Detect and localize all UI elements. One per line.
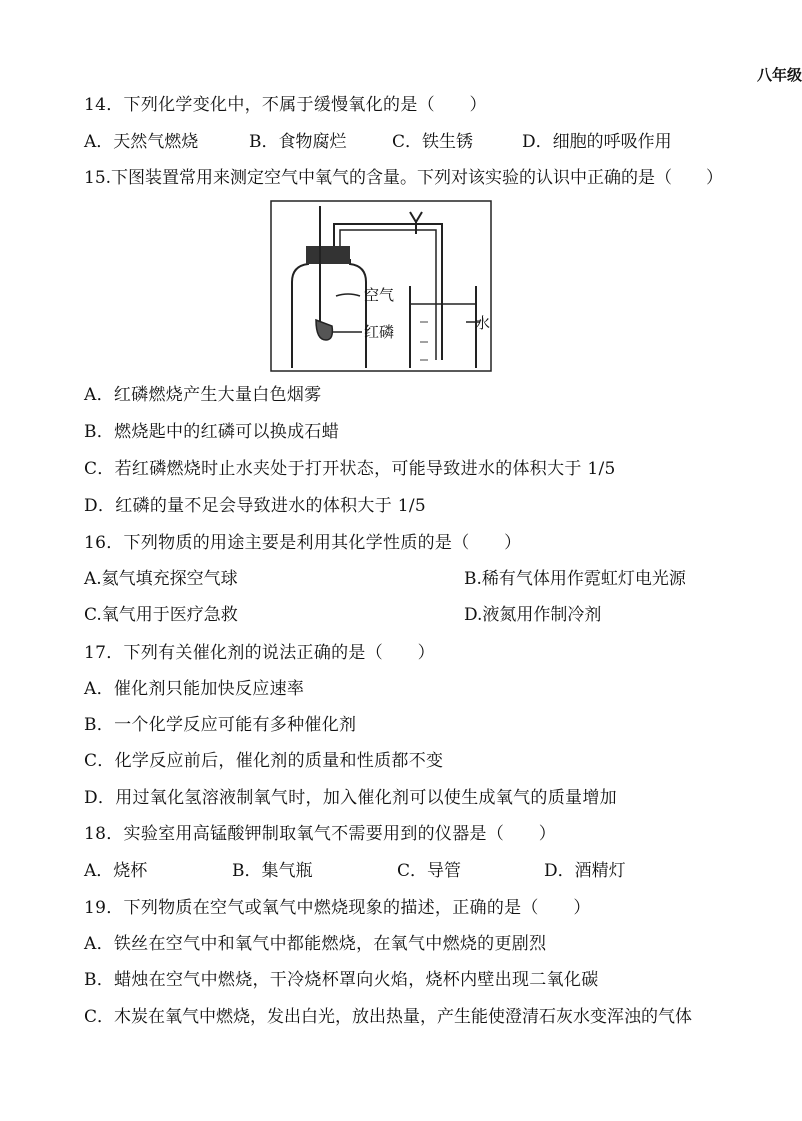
q19-option-b: B．蜡烛在空气中燃烧，干冷烧杯罩向火焰，烧杯内壁出现二氧化碳 bbox=[84, 970, 599, 990]
red-phosphorus bbox=[316, 320, 332, 340]
q19-option-a: A．铁丝在空气中和氧气中都能燃烧，在氧气中燃烧的更剧烈 bbox=[84, 934, 547, 954]
label-red-phosphorus: 红磷 bbox=[364, 323, 395, 341]
q15-option-a: A．红磷燃烧产生大量白色烟雾 bbox=[84, 385, 322, 405]
q16-option-c: C.氧气用于医疗急救 bbox=[84, 605, 238, 625]
q17-stem: 17．下列有关催化剂的说法正确的是（ ） bbox=[84, 643, 435, 663]
q17-option-a: A．催化剂只能加快反应速率 bbox=[84, 679, 305, 699]
q19-stem: 19．下列物质在空气或氧气中燃烧现象的描述，正确的是（ ） bbox=[84, 898, 591, 918]
q16-stem: 16．下列物质的用途主要是利用其化学性质的是（ ） bbox=[84, 533, 522, 553]
q19-option-c: C．木炭在氧气中燃烧，发出白光，放出热量，产生能使澄清石灰水变浑浊的气体 bbox=[84, 1007, 693, 1027]
q18-stem: 18．实验室用高锰酸钾制取氧气不需要用到的仪器是（ ） bbox=[84, 824, 557, 844]
q17-option-c: C．化学反应前后，催化剂的质量和性质都不变 bbox=[84, 751, 444, 771]
q14-option-a: A．天然气燃烧 bbox=[84, 132, 199, 152]
q17-option-b: B．一个化学反应可能有多种催化剂 bbox=[84, 715, 357, 735]
q16-option-b: B.稀有气体用作霓虹灯电光源 bbox=[464, 569, 686, 589]
gas-bottle bbox=[292, 260, 366, 368]
q15-option-b: B．燃烧匙中的红磷可以换成石蜡 bbox=[84, 422, 339, 442]
rubber-stopper bbox=[306, 246, 350, 264]
q14-stem: 14．下列化学变化中，不属于缓慢氧化的是（ ） bbox=[84, 95, 487, 115]
q15-stem: 15.下图装置常用来测定空气中氧气的含量。下列对该实验的认识中正确的是（ ） bbox=[84, 168, 724, 188]
q14-option-d: D．细胞的呼吸作用 bbox=[522, 132, 672, 152]
q16-option-a: A.氦气填充探空气球 bbox=[84, 569, 238, 589]
q15-option-c: C．若红磷燃烧时止水夹处于打开状态，可能导致进水的体积大于 1/5 bbox=[84, 459, 616, 479]
q18-option-c: C．导管 bbox=[397, 861, 462, 881]
label-water: 水 bbox=[475, 314, 491, 332]
q15-option-d: D．红磷的量不足会导致进水的体积大于 1/5 bbox=[84, 496, 426, 516]
q16-option-d: D.液氮用作制冷剂 bbox=[464, 605, 602, 625]
label-air: 空气 bbox=[364, 286, 395, 304]
q15-apparatus-figure bbox=[270, 200, 492, 372]
q14-option-b: B．食物腐烂 bbox=[249, 132, 347, 152]
q17-option-d: D．用过氧化氢溶液制氧气时，加入催化剂可以使生成氧气的质量增加 bbox=[84, 788, 617, 808]
q18-option-b: B．集气瓶 bbox=[232, 861, 313, 881]
grade-header: 八年级 bbox=[757, 66, 802, 84]
q18-option-d: D．酒精灯 bbox=[544, 861, 626, 881]
q18-option-a: A．烧杯 bbox=[84, 861, 148, 881]
q14-option-c: C．铁生锈 bbox=[392, 132, 474, 152]
apparatus-diagram bbox=[270, 200, 492, 372]
